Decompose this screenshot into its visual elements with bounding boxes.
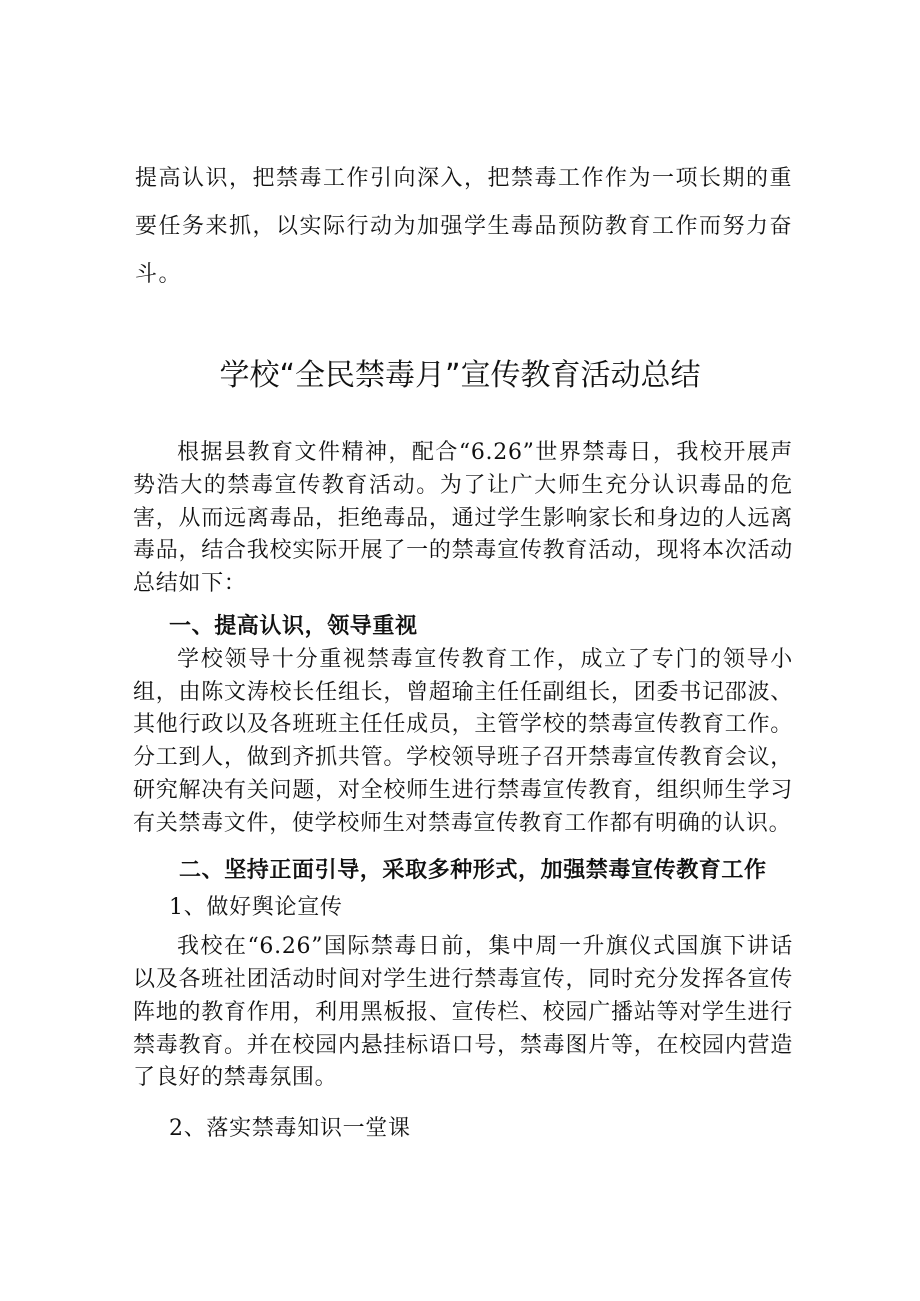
section-2-sub-1-paragraph: 我校在“6.26”国际禁毒日前，集中周一升旗仪式国旗下讲话以及各班社团活动时间对学生进行禁毒宣传，同时充分发挥各宣传阵地的教育作用，利用黑板报、宣传栏、校园广播站等对学生进行禁毒教育。并在校园内悬挂标语口号，禁毒图片等，在校园内营造了良好的禁毒氛围。 (133, 934, 793, 1091)
section-1-paragraph: 学校领导十分重视禁毒宣传教育工作，成立了专门的领导小组，由陈文涛校长任组长，曾超瑜主任任副组长，团委书记邵波、其他行政以及各班班主任任成员，主管学校的禁毒宣传教育工作。分工到人，做到齐抓共管。学校领导班子召开禁毒宣传教育会议，研究解决有关问题，对全校师生进行禁毒宣传教育，组织师生学习有关禁毒文件，使学校师生对禁毒宣传教育工作都有明确的认识。 (133, 646, 793, 836)
section-2-heading: 二、坚持正面引导，采取多种形式，加强禁毒宣传教育工作 (179, 857, 767, 883)
section-2-sub-2-heading: 2、落实禁毒知识一堂课 (169, 1116, 411, 1142)
section-1-heading: 一、提高认识，领导重视 (169, 613, 418, 639)
section-2-sub-1-heading: 1、做好舆论宣传 (169, 895, 343, 921)
intro-paragraph: 提高认识，把禁毒工作引向深入，把禁毒工作作为一项长期的重要任务来抓，以实际行动为加强学生毒品预防教育工作而努力奋斗。 (135, 166, 794, 287)
document-title: 学校“全民禁毒月”宣传教育活动总结 (219, 358, 701, 393)
document-body (133, 437, 793, 1146)
opening-paragraph: 根据县教育文件精神，配合“6.26”世界禁毒日，我校开展声势浩大的禁毒宣传教育活动。为了让广大师生充分认识毒品的危害，从而远离毒品，拒绝毒品，通过学生影响家长和身边的人远离毒品，结合我校实际开展了一的禁毒宣传教育活动，现将本次活动总结如下： (133, 440, 793, 597)
